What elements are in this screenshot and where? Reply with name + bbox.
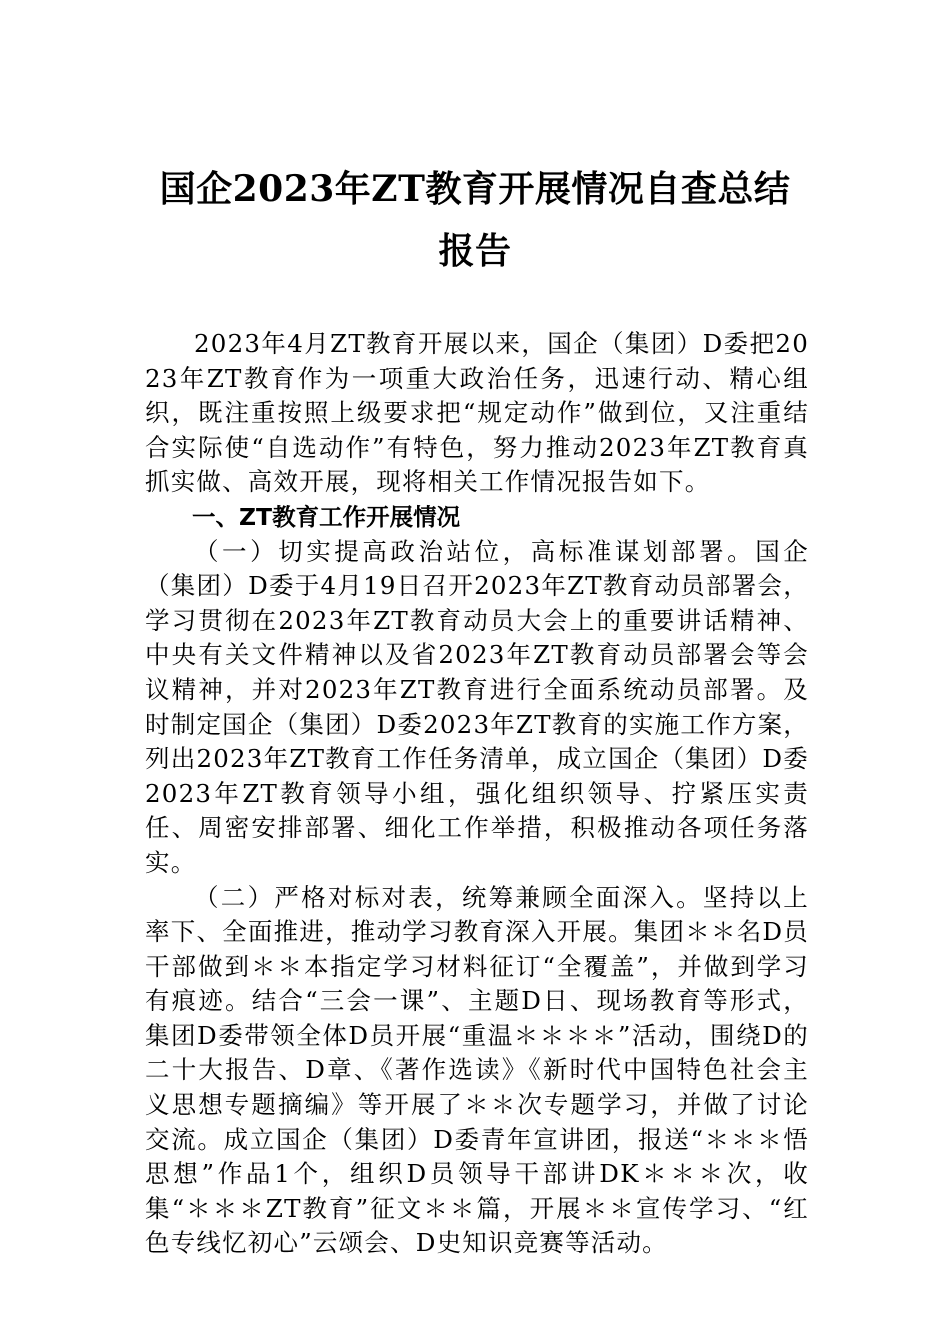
item-paragraph-1: （一）切实提高政治站位，高标准谋划部署。国企（集团）D委于4月19日召开2023年ZT教育动员部署会，学习贯彻在2023年ZT教育动员大会上的重要讲话精神、中央有关文件精神以及省2023年ZT教育动员部署会等会议精神，并对2023年ZT教育进行全面系统动员部署。及时制定国企（集团）D委2023年ZT教育的实施工作方案，列出2023年ZT教育工作任务清单，成立国企（集团）D委2023年ZT教育领导小组，强化组织领导、拧紧压实责任、周密安排部署、细化工作举措，积极推动各项任务落实。	[145, 536, 809, 877]
item-paragraph-2: （二）严格对标对表，统筹兼顾全面深入。坚持以上率下、全面推进，推动学习教育深入开展。集团＊＊名D员干部做到＊＊本指定学习材料征订“全覆盖”，并做到学习有痕迹。结合“三会一课”、主题D日、现场教育等形式，集团D委带领全体D员开展“重温＊＊＊＊”活动，围绕D的二十大报告、D章、《著作选读》《新时代中国特色社会主义思想专题摘编》等开展了＊＊次专题学习，并做了讨论交流。成立国企（集团）D委青年宣讲团，报送“＊＊＊悟思想”作品1个，组织D员领导干部讲DK＊＊＊次，收集“＊＊＊ZT教育”征文＊＊篇，开展＊＊宣传学习、“红色专线忆初心”云颂会、D史知识竞赛等活动。	[145, 882, 809, 1258]
intro-paragraph: 2023年4月ZT教育开展以来，国企（集团）D委把2023年ZT教育作为一项重大政治任务，迅速行动、精心组织，既注重按照上级要求把“规定动作”做到位，又注重结合实际使“自选动作”有特色，努力推动2023年ZT教育真抓实做、高效开展，现将相关工作情况报告如下。	[145, 329, 809, 497]
document-title: 国企2023年ZT教育开展情况自查总结报告	[159, 168, 791, 272]
section-heading: 一、ZT教育工作开展情况	[192, 502, 461, 531]
document-body	[145, 327, 809, 1261]
